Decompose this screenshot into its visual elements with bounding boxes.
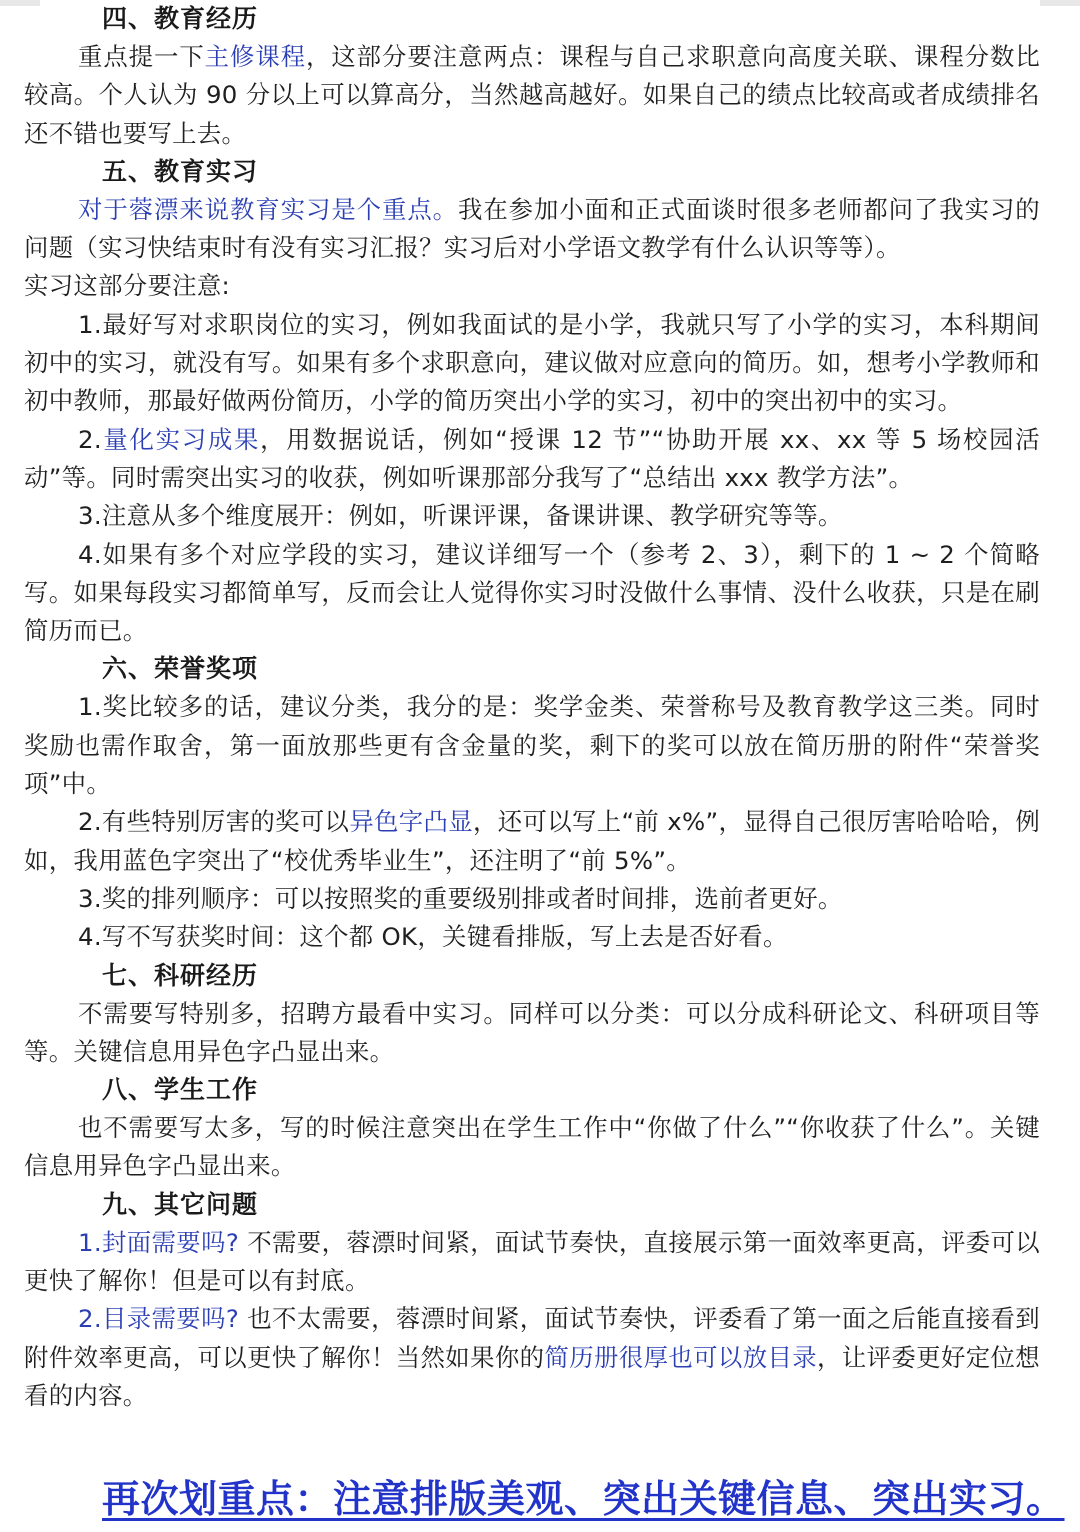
text-run: ，用数据说话，例如“授课 12 节”“协助开展 xx、xx 等 5 场校园活动”等。同时需突出实习的收获，例如听课那部分我写了“总结出 xxx 教学方法”。 [24, 424, 1040, 492]
highlight-text: 主修课程 [204, 42, 307, 71]
highlight-text: 1.封面需要吗? [78, 1227, 240, 1257]
section-6-heading: 六、荣誉奖项 [102, 654, 259, 684]
text-run: 2.有些特别厉害的奖可以 [78, 807, 350, 837]
section-5-item-1: 1.最好写对求职岗位的实习，例如我面试的是小学，我就只写了小学的实习，本科期间初中的实习，就没有写。如果有多个求职意向，建议做对应意向的简历。如，想考小学教师和初中教师，那最好做两份简历，小学的简历突出小学的实习，初中的突出初中的实习。 [24, 309, 1040, 416]
highlight-text: 2.目录需要吗? [78, 1304, 240, 1334]
text-run: ，这部分要注意两点：课程与自己求职意向高度关联、课程分数比较高。个人认为 90 分以上可以算高分，当然越高越好。如果自己的绩点比较高或者成绩排名还不错也要写上去。 [24, 42, 1041, 148]
section-6-item-1: 1.奖比较多的话，建议分类，我分的是：奖学金类、荣誉称号及教育教学这三类。同时奖励也需作取舍，第一面放那些更有含金量的奖，剩下的奖可以放在简历册的附件“荣誉奖项”中。 [24, 692, 1040, 799]
section-5-item-3: 3.注意从多个维度展开：例如，听课评课，备课讲课、教学研究等等。 [78, 501, 843, 531]
section-6-item-2 [24, 803, 1040, 880]
highlight-text: 对于蓉漂来说教育实习是个重点。 [78, 194, 458, 224]
section-5-heading: 五、教育实习 [102, 156, 259, 186]
section-4-heading: 四、教育经历 [102, 4, 259, 33]
section-8-heading: 八、学生工作 [102, 1075, 259, 1105]
text-run: 我在参加小面和正式面谈时很多老师都问了我实习的问题（实习快结束时有没有实习汇报？实习后对小学语文教学有什么认识等等）。 [24, 194, 1040, 263]
section-5-item-2 [24, 421, 1040, 498]
text-run: ，让评委更好定位想看的内容。 [24, 1342, 1040, 1410]
section-9-item-1 [24, 1224, 1040, 1301]
section-9-item-2 [24, 1300, 1040, 1415]
text-run: 也不太需要，蓉漂时间紧，面试节奏快，评委看了第一面之后能直接看到附件效率更高，可以更快了解你！当然如果你的 [24, 1304, 1040, 1372]
section-5-paragraph-2: 实习这部分要注意: [24, 271, 231, 301]
document-page [24, 0, 1040, 1415]
section-5-paragraph-1 [24, 191, 1040, 268]
section-6-item-4: 4.写不写获奖时间：这个都 OK，关键看排版，写上去是否好看。 [78, 922, 788, 952]
summary-callout: 再次划重点：注意排版美观、突出关键信息、突出实习。 [102, 1477, 1065, 1521]
section-6-item-3: 3.奖的排列顺序：可以按照奖的重要级别排或者时间排，选前者更好。 [78, 883, 843, 913]
text-run: 不需要，蓉漂时间紧，面试节奏快，直接展示第一面效率更高，评委可以更快了解你！但是可以有封底。 [24, 1227, 1040, 1296]
text-run: 重点提一下 [78, 42, 205, 71]
section-9-heading: 九、其它问题 [102, 1189, 259, 1219]
section-5-item-4: 4.如果有多个对应学段的实习，建议详细写一个（参考 2、3），剩下的 1 ~ 2 个简略写。如果每段实习都简单写，反而会让人觉得你实习时没做什么事情、没什么收获，只是在刷简历而已。 [24, 539, 1040, 646]
highlight-text: 量化实习成果 [101, 424, 261, 454]
section-7-paragraph: 不需要写特别多，招聘方最看中实习。同样可以分类：可以分成科研论文、科研项目等等。关键信息用异色字凸显出来。 [24, 998, 1040, 1066]
text-run: ，还可以写上“前 x%”，显得自己很厉害哈哈哈，例如，我用蓝色字突出了“校优秀毕业生”，还注明了“前 5%”。 [24, 807, 1041, 875]
section-4-paragraph [24, 38, 1040, 153]
section-7-heading: 七、科研经历 [102, 960, 259, 990]
highlight-text: 简历册很厚也可以放目录 [544, 1342, 818, 1372]
highlight-text: 异色字凸显 [349, 807, 474, 837]
section-8-paragraph: 也不需要写太多，写的时候注意突出在学生工作中“你做了什么”“你收获了什么”。关键信息用异色字凸显出来。 [24, 1113, 1040, 1181]
page-corner-right [1040, 0, 1080, 6]
text-run: 2. [78, 424, 102, 454]
